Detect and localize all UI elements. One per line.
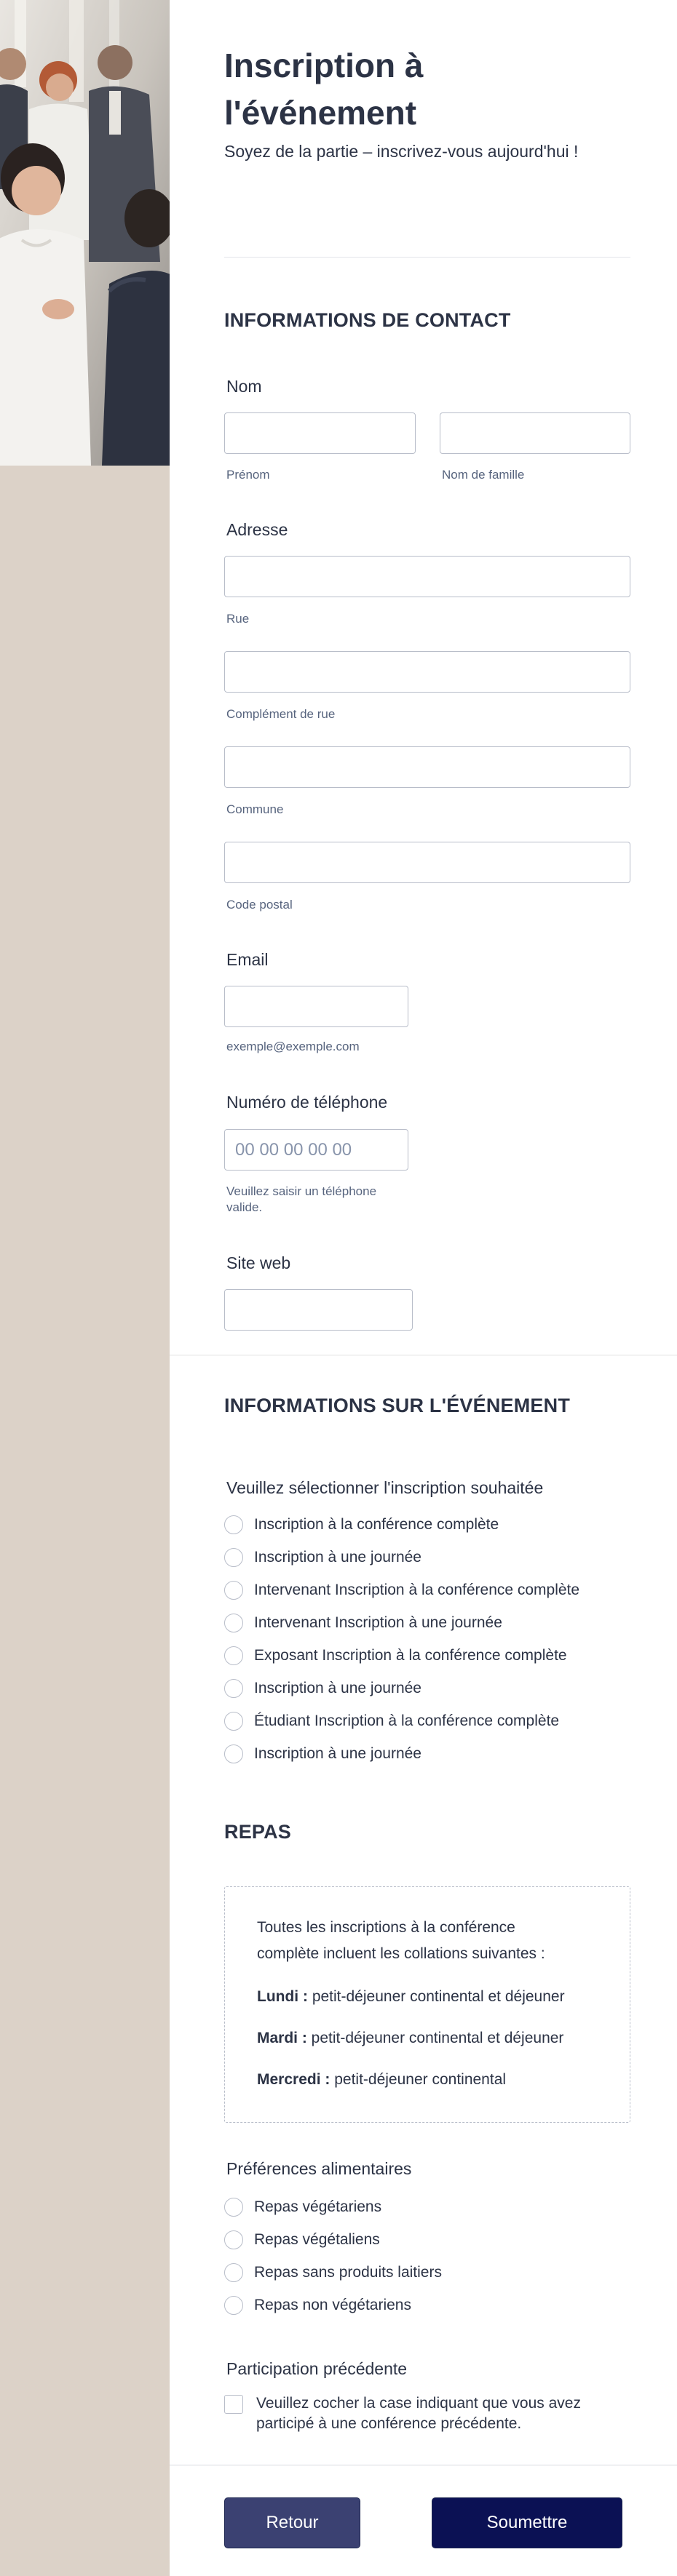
meals-heading: REPAS — [224, 1821, 292, 1843]
city-sublabel: Commune — [226, 802, 284, 816]
back-button[interactable]: Retour — [224, 2497, 360, 2548]
radio-button[interactable] — [224, 1515, 243, 1534]
zip-sublabel: Code postal — [226, 898, 293, 912]
page-title: Inscription à l'événement — [224, 47, 424, 132]
radio-button[interactable] — [224, 2230, 243, 2249]
meal-day-wednesday: Mercredi : petit-déjeuner continental — [257, 2071, 507, 2088]
registration-option[interactable]: Inscription à une journée — [224, 1743, 421, 1765]
street-sublabel: Rue — [226, 612, 250, 626]
email-label: Email — [226, 950, 269, 969]
registration-question: Veuillez sélectionner l'inscription souhaitée — [226, 1478, 544, 1497]
registration-option[interactable]: Inscription à une journée — [224, 1547, 421, 1568]
website-label: Site web — [226, 1253, 291, 1272]
radio-button[interactable] — [224, 1646, 243, 1665]
city-input[interactable] — [224, 746, 630, 788]
phone-input[interactable] — [224, 1129, 408, 1171]
last-name-input[interactable] — [440, 412, 630, 454]
radio-button[interactable] — [224, 1581, 243, 1600]
submit-button[interactable]: Soumettre — [432, 2497, 622, 2548]
diet-option[interactable]: Repas non végétariens — [224, 2294, 411, 2316]
previous-participation-label: Participation précédente — [226, 2359, 408, 2378]
radio-button[interactable] — [224, 2198, 243, 2217]
name-label: Nom — [226, 377, 262, 396]
last-name-sublabel: Nom de famille — [442, 468, 525, 482]
meals-intro-line2: complète incluent les collations suivantes : — [257, 1945, 545, 1962]
contact-heading: INFORMATIONS DE CONTACT — [224, 309, 511, 331]
zip-input[interactable] — [224, 842, 630, 883]
email-input[interactable] — [224, 986, 408, 1027]
first-name-input[interactable] — [224, 412, 416, 454]
previous-participation-checkbox[interactable] — [224, 2395, 243, 2414]
event-photo — [0, 0, 170, 466]
registration-option[interactable]: Intervenant Inscription à une journée — [224, 1612, 502, 1634]
diet-option[interactable]: Repas sans produits laitiers — [224, 2262, 442, 2284]
event-heading: INFORMATIONS SUR L'ÉVÉNEMENT — [224, 1395, 571, 1416]
phone-hint-line1: Veuillez saisir un téléphone — [226, 1184, 377, 1198]
registration-option[interactable]: Intervenant Inscription à la conférence complète — [224, 1579, 579, 1601]
radio-button[interactable] — [224, 1548, 243, 1567]
registration-option[interactable]: Inscription à la conférence complète — [224, 1514, 499, 1536]
radio-button[interactable] — [224, 1679, 243, 1698]
street-input[interactable] — [224, 556, 630, 597]
header-divider — [224, 257, 630, 258]
section-divider — [170, 1355, 677, 1356]
meals-intro-line1: Toutes les inscriptions à la conférence — [257, 1919, 515, 1936]
diet-option[interactable]: Repas végétaliens — [224, 2229, 380, 2251]
registration-option[interactable]: Inscription à une journée — [224, 1678, 421, 1699]
phone-label: Numéro de téléphone — [226, 1093, 388, 1112]
page-subtitle: Soyez de la partie – inscrivez-vous aujourd'hui ! — [224, 142, 579, 161]
email-sublabel: exemple@exemple.com — [226, 1040, 360, 1053]
radio-button[interactable] — [224, 2263, 243, 2282]
address-label: Adresse — [226, 520, 288, 539]
phone-hint-line2: valide. — [226, 1200, 263, 1214]
website-input[interactable] — [224, 1289, 413, 1331]
radio-button[interactable] — [224, 1614, 243, 1632]
radio-button[interactable] — [224, 1744, 243, 1763]
meal-day-monday: Lundi : petit-déjeuner continental et déjeuner — [257, 1988, 565, 2005]
radio-button[interactable] — [224, 2296, 243, 2315]
diet-label: Préférences alimentaires — [226, 2159, 412, 2178]
registration-option[interactable]: Exposant Inscription à la conférence complète — [224, 1645, 567, 1667]
first-name-sublabel: Prénom — [226, 468, 270, 482]
radio-button[interactable] — [224, 1712, 243, 1731]
registration-option[interactable]: Étudiant Inscription à la conférence complète — [224, 1710, 559, 1732]
previous-participation-text: Veuillez cocher la case indiquant que vous avez participé à une conférence précédente. — [256, 2395, 581, 2432]
diet-option[interactable]: Repas végétariens — [224, 2196, 381, 2218]
street2-sublabel: Complément de rue — [226, 707, 336, 721]
meal-day-tuesday: Mardi : petit-déjeuner continental et déjeuner — [257, 2030, 564, 2046]
street2-input[interactable] — [224, 651, 630, 693]
